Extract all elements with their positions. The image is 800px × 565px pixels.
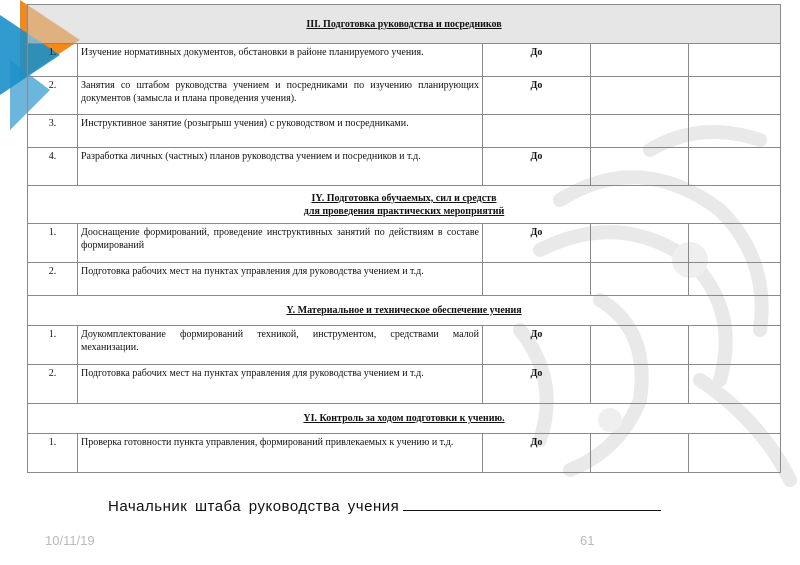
row-deadline: До xyxy=(483,44,591,77)
table-row xyxy=(28,263,781,296)
preparation-plan-table xyxy=(27,4,781,473)
row-deadline: До xyxy=(483,77,591,115)
row-number: 1. xyxy=(28,224,78,263)
row-cell-empty xyxy=(689,44,781,77)
table-row xyxy=(28,224,781,263)
row-deadline: До xyxy=(483,326,591,365)
row-number: 2. xyxy=(28,365,78,404)
row-number: 2. xyxy=(28,77,78,115)
section-title: YI. Контроль за ходом подготовки к учению. xyxy=(28,404,781,434)
row-task: Дооснащение формирований, проведение инструктивных занятий по действиям в составе формирований xyxy=(78,224,483,263)
table-row xyxy=(28,326,781,365)
row-number: 1. xyxy=(28,44,78,77)
row-cell-empty xyxy=(689,77,781,115)
footer-date: 10/11/19 xyxy=(45,533,95,548)
row-task: Доукомплектование формирований техникой, инструментом, средствами малой механизации. xyxy=(78,326,483,365)
row-cell-empty xyxy=(591,263,689,296)
row-task: Изучение нормативных документов, обстановки в районе планируемого учения. xyxy=(78,44,483,77)
section-title-line2: для проведения практических мероприятий xyxy=(303,205,505,217)
section-header-4 xyxy=(28,186,781,224)
row-deadline xyxy=(483,115,591,148)
row-cell-empty xyxy=(591,77,689,115)
row-cell-empty xyxy=(689,326,781,365)
row-task: Занятия со штабом руководства учением и посредниками по изучению планирующих документов (замысла и плана проведения учения). xyxy=(78,77,483,115)
row-cell-empty xyxy=(689,148,781,186)
row-task: Подготовка рабочих мест на пунктах управления для руководства учением и т.д. xyxy=(78,263,483,296)
row-number: 1. xyxy=(28,326,78,365)
row-cell-empty xyxy=(689,263,781,296)
row-cell-empty xyxy=(689,365,781,404)
section-title-line1: IY. Подготовка обучаемых, сил и средств xyxy=(311,192,497,204)
signature-block xyxy=(108,496,661,515)
row-number: 2. xyxy=(28,263,78,296)
table-row xyxy=(28,44,781,77)
row-cell-empty xyxy=(591,326,689,365)
row-cell-empty xyxy=(591,434,689,473)
row-cell-empty xyxy=(591,44,689,77)
section-header-5 xyxy=(28,296,781,326)
table-row xyxy=(28,77,781,115)
section-header-3 xyxy=(28,5,781,44)
row-cell-empty xyxy=(591,115,689,148)
row-deadline: До xyxy=(483,148,591,186)
table-row xyxy=(28,434,781,473)
row-cell-empty xyxy=(689,434,781,473)
row-task: Инструктивное занятие (розыгрыш учения) с руководством и посредниками. xyxy=(78,115,483,148)
section-header-6 xyxy=(28,404,781,434)
row-number: 4. xyxy=(28,148,78,186)
row-task: Проверка готовности пункта управления, формирований привлекаемых к учению и т.д. xyxy=(78,434,483,473)
row-cell-empty xyxy=(591,224,689,263)
row-cell-empty xyxy=(591,148,689,186)
row-cell-empty xyxy=(689,224,781,263)
table-row xyxy=(28,115,781,148)
row-task: Подготовка рабочих мест на пунктах управления для руководства учением и т.д. xyxy=(78,365,483,404)
page-number: 61 xyxy=(580,533,595,548)
table-row xyxy=(28,148,781,186)
row-number: 3. xyxy=(28,115,78,148)
section-title: Y. Материальное и техническое обеспечение учения xyxy=(28,296,781,326)
row-number: 1. xyxy=(28,434,78,473)
row-deadline xyxy=(483,263,591,296)
table-row xyxy=(28,365,781,404)
row-deadline: До xyxy=(483,224,591,263)
signature-line xyxy=(403,496,661,511)
row-cell-empty xyxy=(591,365,689,404)
row-deadline: До xyxy=(483,365,591,404)
row-cell-empty xyxy=(689,115,781,148)
row-task: Разработка личных (частных) планов руководства учением и посредников и т.д. xyxy=(78,148,483,186)
signature-label: Начальник штаба руководства учения xyxy=(108,498,400,515)
row-deadline: До xyxy=(483,434,591,473)
section-title: III. Подготовка руководства и посредников xyxy=(28,5,781,44)
